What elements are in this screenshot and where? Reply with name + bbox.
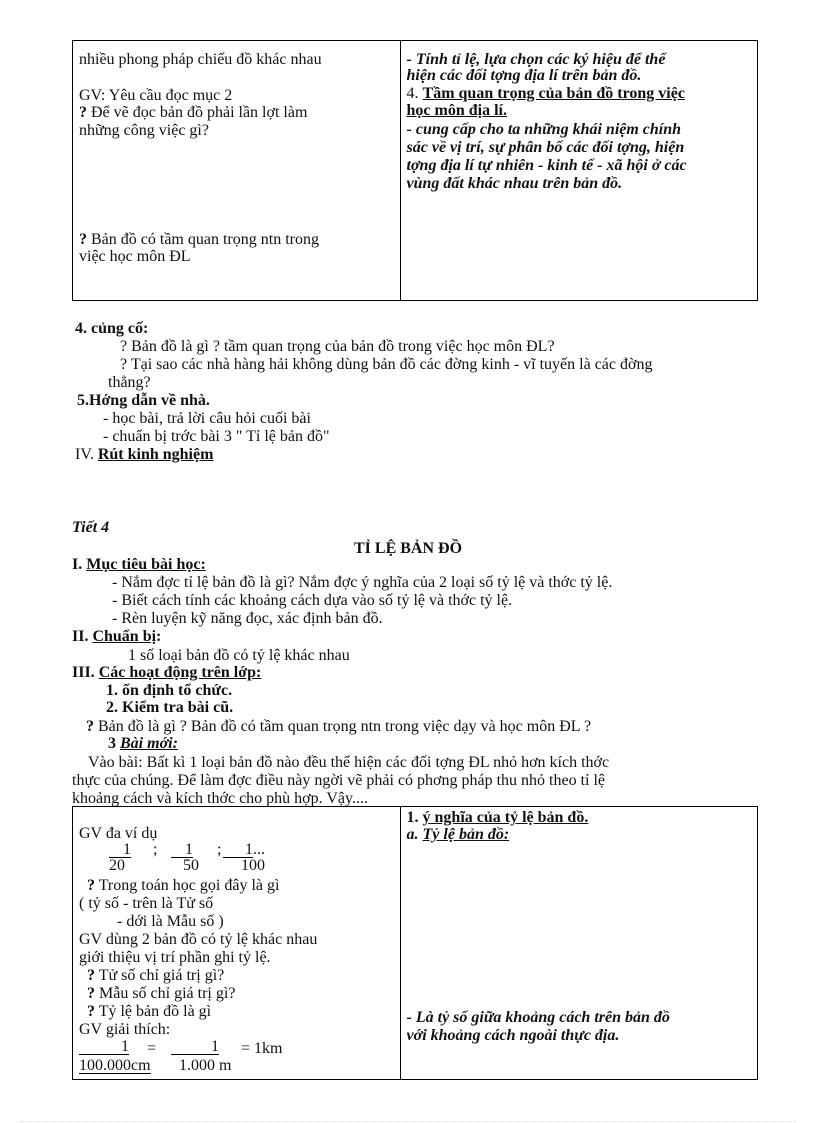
section4-question1: ? Bản đồ là gì ? tầm quan trọng của bản đồ trong việc học môn ĐL? [120,338,555,355]
intro-line1: Vào bài: Bất kì 1 loại bản đồ nào đều thể hiện các đối tợng ĐL nhỏ hơn kích thớc [88,754,610,771]
table1-left-line6: việc học môn ĐL [79,248,191,265]
table1-right-line7: tợng địa lí tự nhiên - kinh tế - xã hội ở các [406,157,687,174]
fraction-separator: ; [153,841,158,858]
heading-number: 1. [406,809,423,826]
fraction-3-numerator: 1... [223,841,265,858]
table2-left-line6: GV giải thích: [79,1021,171,1038]
heading-number: II. [72,628,93,645]
heading-number: a. [406,826,423,843]
lesson-title: TỈ LỆ BẢN ĐỒ [354,540,463,557]
fraction-2-numerator: 1 [171,841,193,858]
table2-left-line1: GV đa ví dụ [79,825,158,842]
heading-number: III. [72,664,99,681]
question-mark: ? [86,718,94,735]
equation-fraction-1-numerator: 1 [79,1038,129,1055]
lesson-table-2 [72,806,758,1080]
question-text: Bản đồ là gì ? Bản đồ có tầm quan trọng ntn trong việc dạy và học môn ĐL ? [94,718,592,735]
table1-left-line2: GV: Yêu cầu đọc mục 2 [79,87,233,104]
table2-right-definition2: với khoảng cách ngoài thực địa. [406,1027,620,1044]
fraction-2-denominator: 50 [183,857,199,874]
table1-right-cell [400,41,757,301]
table2-right-heading2 [407,826,510,843]
section4-question2: ? Tại sao các nhà hàng hải không dùng bản đồ các đờng kinh - vĩ tuyến là các đờng [120,356,653,373]
table2-left-question1 [87,877,279,894]
question-mark: ? [79,104,87,121]
step2: 2. Kiểm tra bài cũ. [106,699,234,716]
page-bottom-divider [20,1121,796,1122]
fraction-3-denominator: 100 [241,857,265,874]
question-text: Trong toán học gọi đây là gì [95,877,280,894]
table1-left-line1: nhiều phong pháp chiếu đồ khác nhau [79,51,322,68]
equation-fraction-2-denominator: 1.000 m [179,1057,232,1074]
equation-fraction-1-denominator: 100.000cm [79,1057,151,1074]
section-II-heading [72,628,161,645]
table2-right-cell [400,807,757,1080]
equation-fraction-2-numerator: 1 [171,1038,219,1055]
sectionIV-heading [75,446,213,463]
table1-right-line1: - Tính tỉ lệ, lựa chọn các ký hiệu để thể [406,51,666,68]
section-I-item1: - Nắm đợc tỉ lệ bản đồ là gì? Nắm đợc ý nghĩa của 2 loại số tỷ lệ và thớc tỷ lệ. [112,574,613,591]
intro-line2: thực của chúng. Để làm đợc điều này ngời vẽ phải có phơng pháp thu nhỏ theo tỉ lệ [72,772,606,789]
section5-title: 5.Hớng dẫn về nhà. [77,392,210,409]
question-mark: ? [87,985,95,1002]
lesson-table-1 [72,40,758,301]
question-mark: ? [79,231,87,248]
table2-left-cell [73,807,401,1080]
table1-right-line5: - cung cấp cho ta những khái niệm chính [406,121,682,138]
table2-right-definition1: - Là tỷ số giữa khoảng cách trên bản đồ [406,1009,670,1026]
heading-text: Các hoạt động trên lớp: [98,664,262,681]
question-text: Tử số chỉ giá trị gì? [95,967,225,984]
step-number: 3 [108,735,120,752]
section-I-heading [72,556,206,573]
section4-title: 4. củng cố: [75,320,149,337]
heading-text: Chuẩn bị [92,628,157,645]
fraction-separator: ; [217,841,222,858]
heading-text: ý nghĩa của tỷ lệ bản đồ. [422,809,589,826]
section-I-item3: - Rèn luyện kỹ năng đọc, xác định bản đồ. [112,610,383,627]
table2-left-line2: ( tỷ số - trên là Tử số [79,895,214,912]
question-text: Để vẽ đọc bản đồ phải lần lợt làm [87,104,308,121]
question-mark: ? [87,877,95,894]
heading-number: I. [72,556,87,573]
table2-left-question4 [87,1003,211,1020]
heading-number: 4. [406,85,423,102]
table2-left-question2 [87,967,224,984]
heading-text: Mục tiêu bài học: [86,556,206,573]
table1-right-line6: sác về vị trí, sự phân bố các đối tợng, hiện [406,139,685,156]
step3 [108,735,178,752]
section-II-item1: 1 số loại bản đồ có tỷ lệ khác nhau [128,647,350,664]
question-mark: ? [87,967,95,984]
table2-left-line3: - dới là Mẫu số ) [117,913,224,930]
fraction-1-numerator: 1 [109,841,131,858]
section4-question2-cont: thẳng? [108,374,151,391]
lesson-period: Tiết 4 [72,519,110,536]
question-mark: ? [87,1003,95,1020]
fraction-1-denominator: 20 [109,857,125,874]
table1-left-line4: những công việc gì? [79,122,209,139]
step1: 1. ổn định tổ chức. [106,682,233,699]
heading-text: Rút kinh nghiệm [97,446,214,463]
table1-right-line8: vùng đất khác nhau trên bản đồ. [406,175,623,192]
heading-number: IV. [75,446,98,463]
equation-equals: = [147,1040,157,1057]
question-text: Tỷ lệ bản đồ là gì [95,1003,212,1020]
heading-text: Tầm quan trọng của bản đồ trong việc [422,85,685,102]
table1-right-line2: hiện các đối tợng địa lí trên bản đồ. [406,67,642,84]
table2-right-heading1 [407,809,589,826]
equation-result: = 1km [241,1040,283,1057]
section5-item1: - học bài, trả lời câu hỏi cuối bài [103,410,311,427]
review-question [86,718,591,735]
heading-text: Tỷ lệ bản đồ: [422,826,510,843]
step-text: Bài mới: [120,735,178,752]
table2-left-question3 [87,985,235,1002]
question-text: Bản đồ có tầm quan trọng ntn trong [87,231,319,248]
table1-right-heading4-cont: học môn địa lí. [406,102,507,119]
question-text: Mẫu số chỉ giá trị gì? [95,985,236,1002]
section5-item2: - chuẩn bị trớc bài 3 " Tỉ lệ bản đồ" [103,428,330,445]
table1-left-line5 [79,231,319,248]
heading-tail: : [156,628,162,645]
table1-left-line3 [79,104,307,121]
table2-left-line5: giới thiệu vị trí phần ghi tỷ lệ. [79,949,271,966]
section-I-item2: - Biết cách tính các khoảng cách dựa vào số tỷ lệ và thớc tỷ lệ. [112,592,513,609]
table1-left-cell [73,41,401,301]
table1-right-heading4 [407,85,685,102]
intro-line3: khoảng cách và kích thớc cho phù hợp. Vậy.... [72,790,368,807]
section-III-heading [72,664,261,681]
table2-left-line4: GV dùng 2 bản đồ có tỷ lệ khác nhau [79,931,318,948]
